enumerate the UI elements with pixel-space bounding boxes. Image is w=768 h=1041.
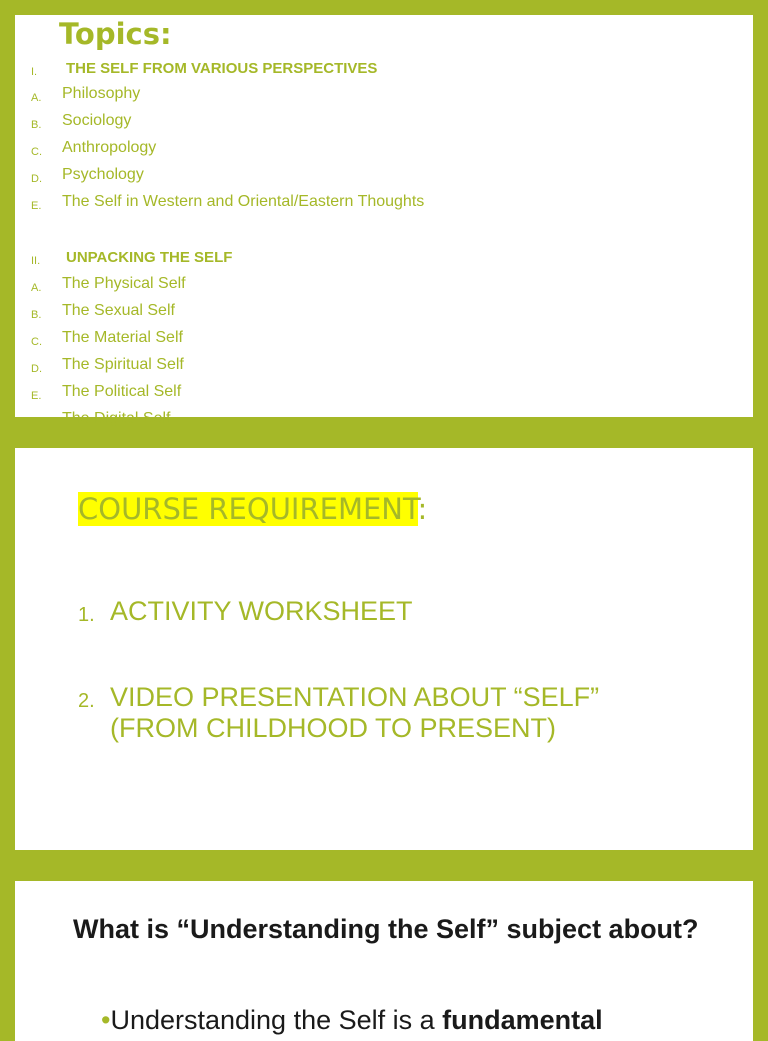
topics-slide xyxy=(15,15,753,429)
list-marker: E. xyxy=(31,200,42,212)
list-item-text: The Digital Self xyxy=(62,410,171,427)
section-heading-row xyxy=(15,59,753,81)
list-item-text: Philosophy xyxy=(62,85,141,102)
list-item-text: Psychology xyxy=(62,166,144,183)
bullet-point xyxy=(101,1005,603,1036)
list-item xyxy=(15,356,753,378)
section-marker: I. xyxy=(31,66,38,78)
list-item-text: The Material Self xyxy=(62,329,183,346)
list-item-text: The Sexual Self xyxy=(62,302,175,319)
list-marker: A. xyxy=(31,92,42,104)
topics-title: Topics: xyxy=(59,17,172,51)
requirement-text xyxy=(110,682,599,744)
list-marker: C. xyxy=(31,146,42,158)
list-item-text: The Political Self xyxy=(62,383,182,400)
list-item xyxy=(15,302,753,324)
course-requirement-slide xyxy=(15,448,753,850)
highlighted-title: COURSE REQUIREMENT xyxy=(78,492,418,526)
list-marker: B. xyxy=(31,309,42,321)
list-item xyxy=(15,166,753,188)
bullet-bold-text: fundamental xyxy=(442,1005,603,1035)
requirement-number: 1. xyxy=(78,604,95,626)
list-item xyxy=(15,410,753,432)
list-marker: B. xyxy=(31,119,42,131)
list-marker: F. xyxy=(31,417,40,429)
list-marker: D. xyxy=(31,173,42,185)
section-heading: UNPACKING THE SELF xyxy=(66,249,233,266)
title-suffix: : xyxy=(417,492,428,526)
list-marker: D. xyxy=(31,363,42,375)
list-item xyxy=(15,383,753,405)
list-marker: A. xyxy=(31,282,42,294)
requirement-line: (FROM CHILDHOOD TO PRESENT) xyxy=(110,713,557,743)
list-item xyxy=(15,275,753,297)
list-marker: C. xyxy=(31,336,42,348)
slide-question: What is “Understanding the Self” subject about? xyxy=(73,914,699,944)
list-item-text: Anthropology xyxy=(62,139,157,156)
requirement-line: ACTIVITY WORKSHEET xyxy=(110,596,413,626)
list-item-text: The Physical Self xyxy=(62,275,186,292)
section-marker: II. xyxy=(31,255,41,267)
requirement-line: VIDEO PRESENTATION ABOUT “SELF” xyxy=(110,682,600,712)
section-heading: THE SELF FROM VARIOUS PERSPECTIVES xyxy=(66,60,378,77)
list-item xyxy=(15,139,753,161)
list-item xyxy=(15,112,753,134)
requirement-text xyxy=(110,596,413,627)
bullet-text: Understanding the Self is a xyxy=(110,1005,443,1035)
list-item xyxy=(15,193,753,215)
bullet-icon: • xyxy=(101,1005,111,1035)
course-requirement-title xyxy=(78,492,427,526)
list-item xyxy=(15,329,753,351)
list-item-text: The Self in Western and Oriental/Eastern Thoughts xyxy=(62,193,425,210)
section-heading-row xyxy=(15,248,753,270)
list-item-text: The Spiritual Self xyxy=(62,356,184,373)
list-marker: E. xyxy=(31,390,42,402)
understanding-self-slide xyxy=(15,881,753,1041)
requirement-number: 2. xyxy=(78,690,95,712)
list-item-text: Sociology xyxy=(62,112,132,129)
list-item xyxy=(15,85,753,107)
